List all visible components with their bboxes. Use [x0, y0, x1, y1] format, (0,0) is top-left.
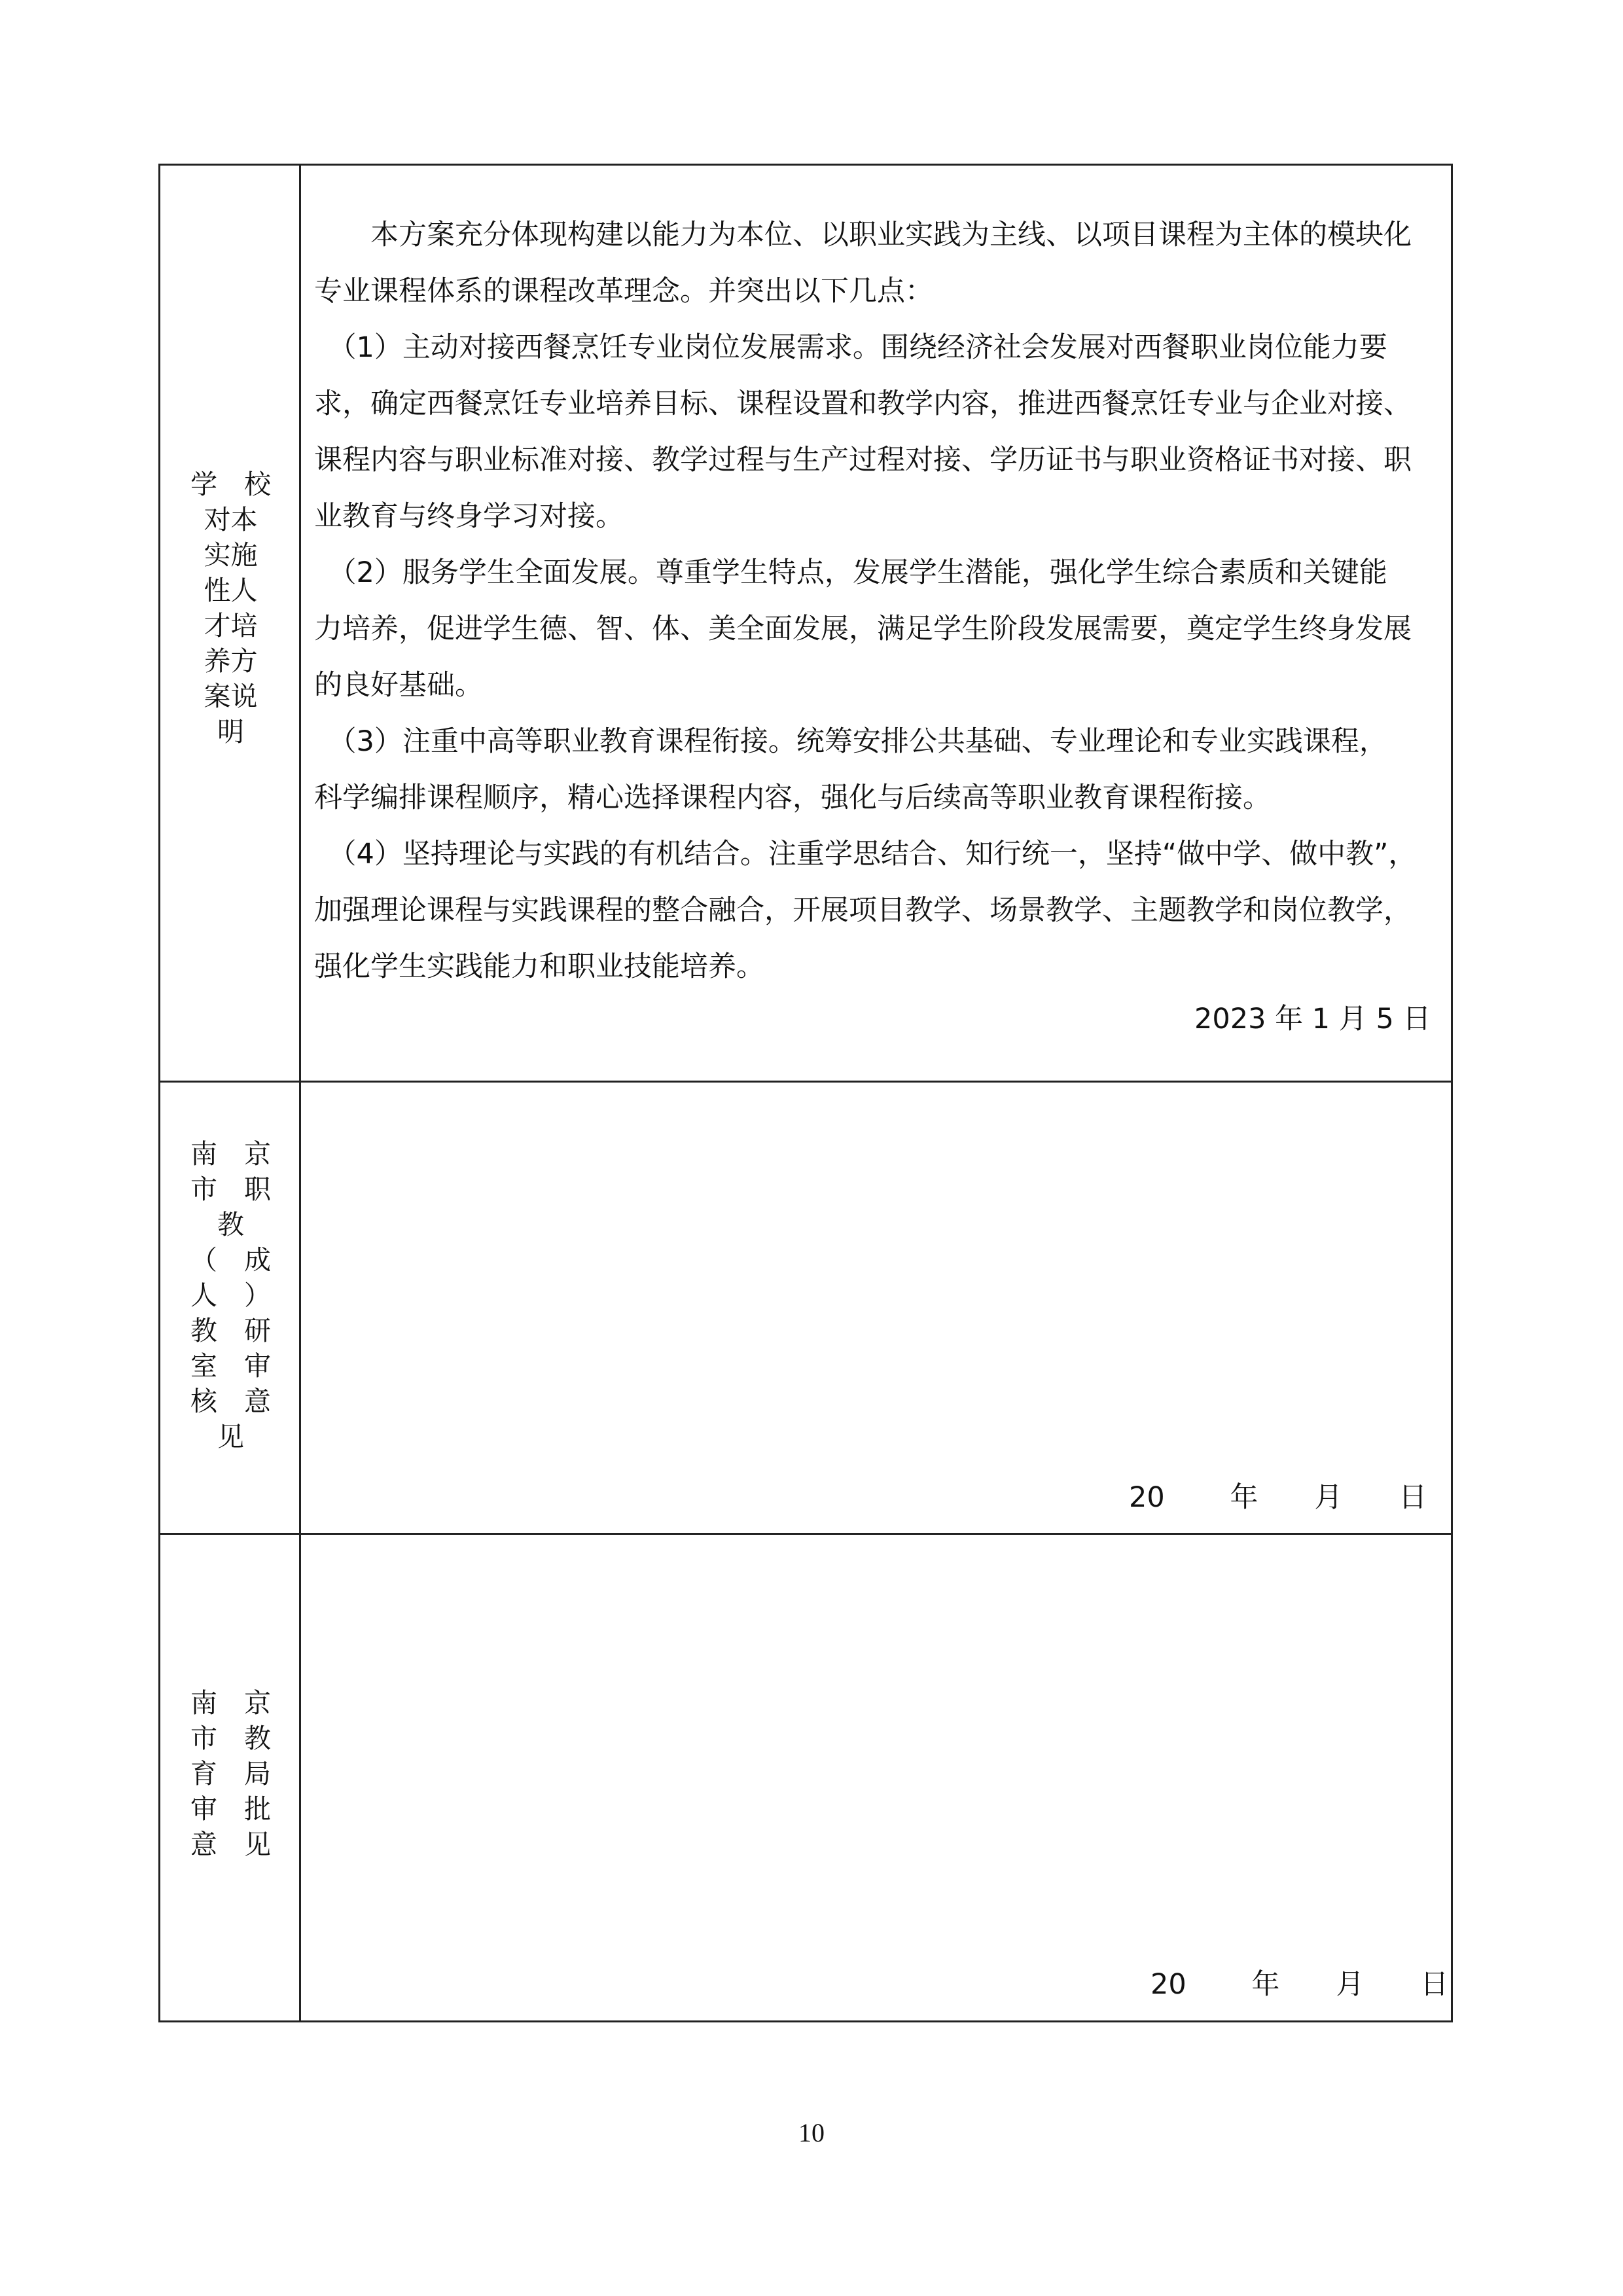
section-review-content: [301, 1083, 1451, 1533]
section-explanation-row: [160, 166, 1451, 1081]
approval-table: [158, 164, 1453, 2022]
section-explanation-date: 2023 年 1 月 5 日: [1194, 1003, 1431, 1035]
paragraph-line: 业教育与终身学习对接。: [314, 500, 624, 533]
paragraph-line: 专业课程体系的课程改革理念。并突出以下几点：: [314, 275, 933, 308]
paragraph-line: （4）坚持理论与实践的有机结合。注重学思结合、知行统一，坚持“做中学、做中教”，: [314, 838, 1417, 870]
paragraph-line: 课程内容与职业标准对接、教学过程与生产过程对接、学历证书与职业资格证书对接、职: [314, 444, 1412, 476]
paragraph-point-4: [314, 826, 1440, 995]
paragraph-line: 本方案充分体现构建以能力为本位、以职业实践为主线、以项目课程为主体的模块化: [314, 219, 1412, 251]
section-approval-row: [160, 1533, 1451, 2020]
paragraph-line: 力培养，促进学生德、智、体、美全面发展，满足学生阶段发展需要，奠定学生终身发展: [314, 613, 1412, 645]
paragraph-line: 加强理论课程与实践课程的整合融合，开展项目教学、场景教学、主题教学和岗位教学，: [314, 894, 1412, 927]
section-explanation-label: 学 校 对本 实施 性人 才培 养方 案说 明: [190, 469, 271, 747]
paragraph-point-2: [314, 545, 1440, 713]
section-review-label: 南 京 市 职 教 （ 成 人 ） 教 研 室 审 核 意 见: [190, 1138, 271, 1452]
paragraph-line: （1）主动对接西餐烹饪专业岗位发展需求。围绕经济社会发展对西餐职业岗位能力要: [314, 331, 1387, 364]
section-review-row: [160, 1081, 1451, 1533]
section-review-label-cell: [160, 1083, 301, 1533]
paragraph-line: （2）服务学生全面发展。尊重学生特点，发展学生潜能，强化学生综合素质和关键能: [314, 556, 1387, 589]
paragraph-point-1: [314, 319, 1440, 545]
paragraph-line: 的良好基础。: [314, 669, 483, 702]
section-approval-content: [301, 1535, 1451, 2020]
section-explanation-label-cell: [160, 166, 301, 1081]
section-approval-label-cell: [160, 1535, 301, 2020]
page-number: 10: [798, 2118, 825, 2147]
paragraph-line: 强化学生实践能力和职业技能培养。: [314, 950, 764, 983]
paragraph-line: （3）注重中高等职业教育课程衔接。统筹安排公共基础、专业理论和专业实践课程，: [314, 725, 1387, 758]
section-review-date: 20 年 月 日: [1129, 1481, 1427, 1514]
paragraph-point-3: [314, 713, 1440, 826]
section-explanation-content: [301, 166, 1451, 1081]
paragraph-line: 求，确定西餐烹饪专业培养目标、课程设置和教学内容，推进西餐烹饪专业与企业对接、: [314, 387, 1412, 420]
paragraph-line: 科学编排课程顺序，精心选择课程内容，强化与后续高等职业教育课程衔接。: [314, 781, 1271, 814]
section-approval-label: 南 京 市 教 育 局 审 批 意 见: [190, 1687, 271, 1860]
paragraph-intro: [314, 207, 1440, 319]
section-approval-date: 20 年 月 日: [1150, 1968, 1449, 2001]
